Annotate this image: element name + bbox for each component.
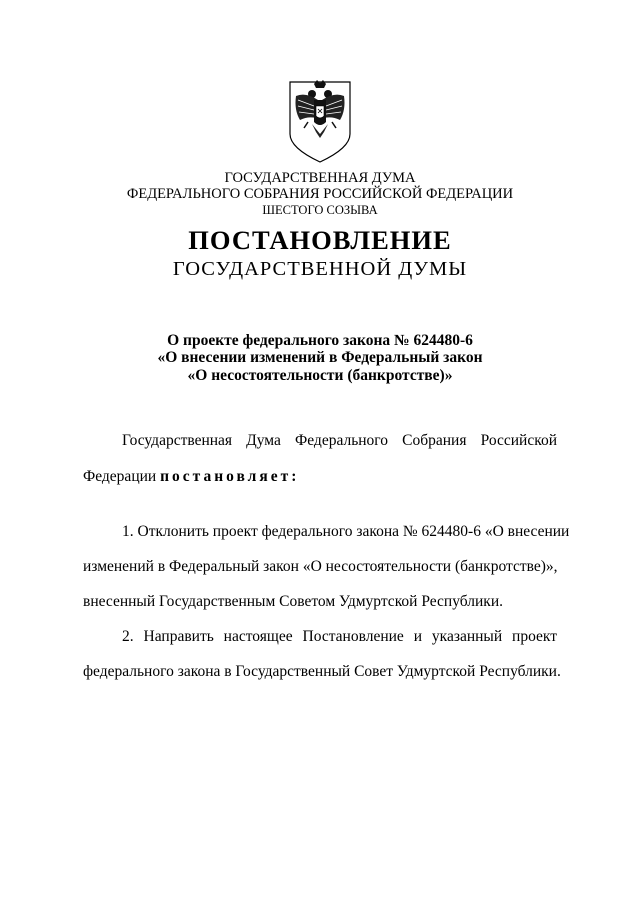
paragraph-2-line-2: федерального закона в Государственный Совет Удмуртской Республики. [83,663,561,680]
subject-line-1: О проекте федерального закона № 624480-6 [167,332,473,349]
decree-word: постановляет: [160,468,300,485]
intro-line-1: Государственная Дума Федерального Собрания Российской [122,432,557,449]
paragraph-1-line-1: 1. Отклонить проект федерального закона № 624480-6 «О внесении [122,523,570,540]
header-line-convocation: ШЕСТОГО СОЗЫВА [262,203,378,217]
paragraph-2-line-1: 2. Направить настоящее Постановление и указанный проект [122,628,557,645]
subject-line-3: «О несостоятельности (банкротстве)» [187,367,453,384]
paragraph-1-line-2: изменений в Федеральный закон «О несостоятельности (банкротстве)», [83,558,558,575]
header-line-duma: ГОСУДАРСТВЕННАЯ ДУМА [224,170,416,186]
header-line-federal-assembly: ФЕДЕРАЛЬНОГО СОБРАНИЯ РОССИЙСКОЙ ФЕДЕРАЦИИ [126,186,514,202]
intro-line-2 [83,468,557,486]
document-title: ПОСТАНОВЛЕНИЕ [188,225,452,255]
document-subtitle: ГОСУДАРСТВЕННОЙ ДУМЫ [172,258,468,280]
coat-of-arms-emblem [284,76,356,164]
subject-line-2: «О внесении изменений в Федеральный закон [157,349,483,366]
paragraph-1-line-3: внесенный Государственным Советом Удмуртской Республики. [83,593,503,610]
intro-line-2-start: Федерации [83,468,161,485]
